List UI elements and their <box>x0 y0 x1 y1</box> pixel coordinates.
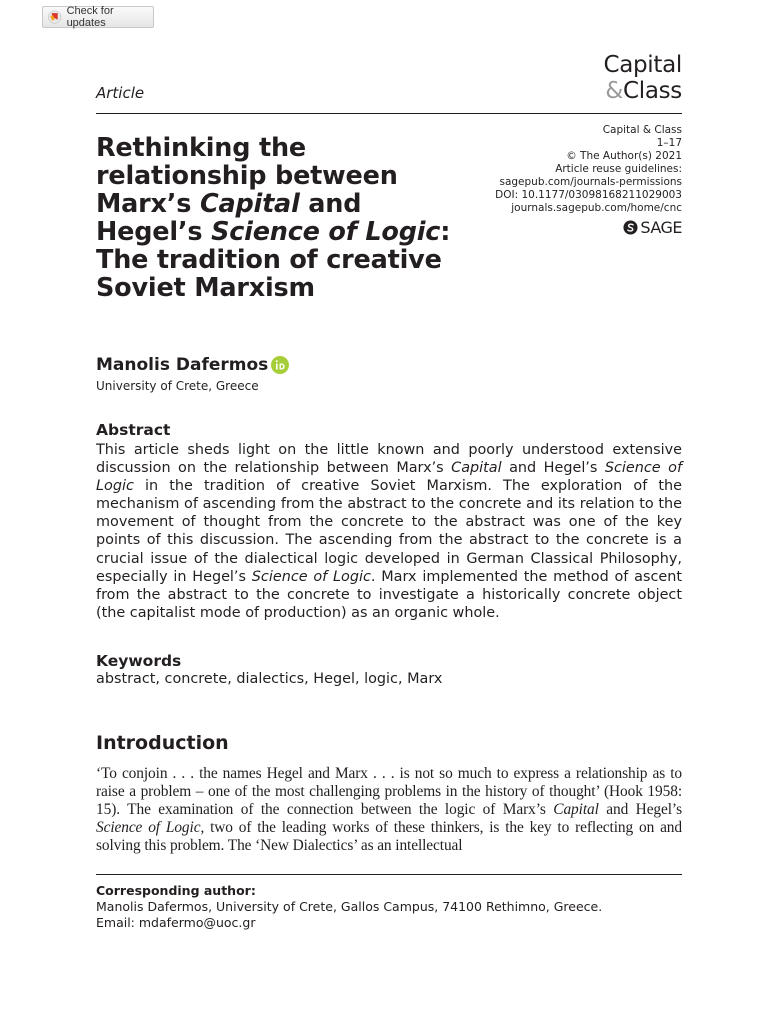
intro-segment: ‘To conjoin . . . the names Hegel and Marx . . . is not so much to express a relationship as to raise a problem – one of the most challenging problems in the history of thought’ (Hook 1958: 15). The examination of the connection between the logic of Marx’s <box>96 765 682 819</box>
abstract-segment: This article sheds light on the little known and poorly understood extensive discussion on the relationship between Marx’s <box>96 442 682 477</box>
title-part: and Hegel’s <box>96 189 362 247</box>
abstract-segment: . Marx implemented the method of ascent from the abstract to the concrete to investigate a historically concrete object (the capitalist mode of production) as an organic whole. <box>96 568 683 621</box>
corresponding-author-email[interactable]: Email: mdafermo@uoc.gr <box>96 915 256 930</box>
article-metadata <box>495 124 682 215</box>
keywords-list: abstract, concrete, dialectics, Hegel, logic, Marx <box>96 671 443 687</box>
abstract-segment: in the tradition of creative Soviet Marxism. The exploration of the mechanism of ascending from the abstract to the concrete and its relation to the movement of thought from the concrete to the abstract was one of the key points of this discussion. The ascending from the abstract to the concrete is a crucial issue of the dialectical logic developed in German Classical Philosophy, especially in Hegel’s <box>96 478 682 585</box>
publisher-name: SAGE <box>640 218 682 237</box>
introduction-heading: Introduction <box>96 732 229 754</box>
author-affiliation: University of Crete, Greece <box>96 379 259 393</box>
abstract-heading: Abstract <box>96 421 171 439</box>
intro-italic: Capital <box>553 801 599 819</box>
article-title <box>96 134 476 302</box>
corresponding-author-heading: Corresponding author: <box>96 883 256 898</box>
abstract-segment: and Hegel’s <box>501 460 605 477</box>
check-for-updates-label: Check for updates <box>66 5 114 29</box>
meta-reuse-link[interactable]: sagepub.com/journals-permissions <box>499 176 682 188</box>
intro-segment: and Hegel’s <box>598 801 682 819</box>
abstract-text <box>96 441 682 622</box>
corresponding-author-address: Manolis Dafermos, University of Crete, Gallos Campus, 74100 Rethimno, Greece. <box>96 899 603 914</box>
abstract-italic: Capital <box>451 460 502 477</box>
introduction-text <box>96 765 682 855</box>
journal-logo <box>603 52 682 104</box>
abstract-italic: Science of Logic <box>96 460 683 495</box>
abstract-italic: Science of Logic <box>251 568 371 585</box>
article-type: Article <box>96 84 145 102</box>
meta-reuse: Article reuse guidelines: <box>555 163 682 175</box>
journal-logo-line1: Capital <box>603 52 682 78</box>
crossmark-icon <box>48 10 62 24</box>
orcid-icon[interactable] <box>271 356 289 374</box>
title-italic-logic: Science of Logic <box>211 217 441 247</box>
header-divider <box>96 113 682 114</box>
meta-pages: 1–17 <box>656 137 682 149</box>
author-name: Manolis Dafermos <box>96 355 269 375</box>
author-name-row <box>96 355 289 375</box>
sage-logo-icon <box>623 220 638 235</box>
keywords-heading: Keywords <box>96 652 182 670</box>
meta-journal-link[interactable]: journals.sagepub.com/home/cnc <box>511 202 682 214</box>
meta-doi[interactable]: DOI: 10.1177/03098168211029003 <box>495 189 682 201</box>
journal-logo-ampersand: & <box>605 78 623 104</box>
intro-italic: Science of Logic <box>96 819 201 837</box>
footnote-divider <box>96 874 682 875</box>
check-for-updates-button[interactable] <box>42 6 154 28</box>
intro-segment: , two of the leading works of these thinkers, is the key to reflecting on and solving this problem. The ‘New Dialectics’ as an intellectual <box>96 819 682 855</box>
publisher-logo <box>623 218 682 237</box>
meta-copyright: © The Author(s) 2021 <box>566 150 682 162</box>
meta-journal: Capital & Class <box>602 124 682 136</box>
title-part: : The tradition of creative Soviet Marxism <box>96 217 451 303</box>
journal-logo-line2 <box>603 78 682 104</box>
title-part: Rethinking the relationship between Marx’s <box>96 133 398 219</box>
title-italic-capital: Capital <box>199 189 300 219</box>
journal-logo-class: Class <box>622 78 682 104</box>
